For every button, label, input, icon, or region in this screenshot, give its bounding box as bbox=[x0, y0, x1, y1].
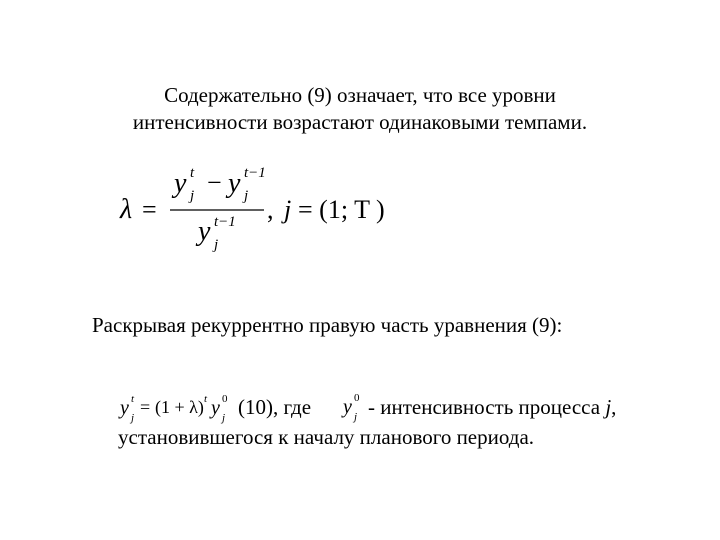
numerator-y1-sup: t bbox=[190, 165, 195, 181]
index-j: j bbox=[284, 195, 292, 224]
intro-paragraph bbox=[60, 82, 660, 136]
rhs-y: y bbox=[211, 397, 220, 419]
rhs-equals: = bbox=[140, 397, 151, 417]
rhs-y-sup: 0 bbox=[222, 393, 228, 405]
intensity-desc-end: , bbox=[611, 395, 617, 419]
intro-line-2: интенсивности возрастают одинаковыми темпами. bbox=[132, 110, 588, 134]
established-line: установившегося к началу планового периода. bbox=[118, 425, 535, 449]
denominator-y: y bbox=[198, 216, 211, 247]
rhs-factor: (1 + λ) bbox=[155, 397, 204, 417]
intro-line-1: Содержательно (9) означает, что все уровни bbox=[164, 83, 556, 107]
intensity-description bbox=[368, 394, 616, 421]
lhs-y: y bbox=[120, 397, 129, 419]
equation-ref-where: (10), где bbox=[238, 395, 312, 419]
y0-letter: y bbox=[343, 396, 352, 418]
equals-sign: = bbox=[142, 195, 157, 224]
initial-intensity-symbol bbox=[340, 392, 368, 424]
numerator-y2: y bbox=[228, 168, 241, 199]
lhs-y-sup: t bbox=[131, 393, 135, 405]
formula-comma: , bbox=[267, 195, 274, 224]
minus-sign: − bbox=[207, 168, 222, 197]
intensity-desc-start: - интенсивность процесса bbox=[368, 395, 601, 419]
lhs-y-sub: j bbox=[131, 412, 135, 424]
numerator-y1-sub: j bbox=[190, 188, 195, 204]
numerator-y2-sup: t−1 bbox=[244, 165, 266, 181]
intensity-desc-j: j bbox=[605, 395, 612, 419]
y0-sup: 0 bbox=[354, 392, 360, 404]
recurrence-paragraph: Раскрывая рекуррентно правую часть уравнения (9): bbox=[92, 313, 563, 337]
denominator-y-sub: j bbox=[214, 237, 219, 253]
recurrence-formula bbox=[118, 392, 238, 424]
denominator-y-sup: t−1 bbox=[214, 214, 236, 230]
rhs-factor-exp: t bbox=[204, 393, 208, 405]
index-range: = (1; T ) bbox=[298, 195, 385, 224]
numerator-y1: y bbox=[174, 168, 187, 199]
rhs-y-sub: j bbox=[222, 412, 226, 424]
growth-rate-formula bbox=[112, 160, 412, 255]
formula-10-block bbox=[118, 392, 698, 472]
y0-sub: j bbox=[354, 411, 358, 423]
numerator-y2-sub: j bbox=[244, 188, 249, 204]
lambda-symbol: λ bbox=[120, 194, 133, 225]
